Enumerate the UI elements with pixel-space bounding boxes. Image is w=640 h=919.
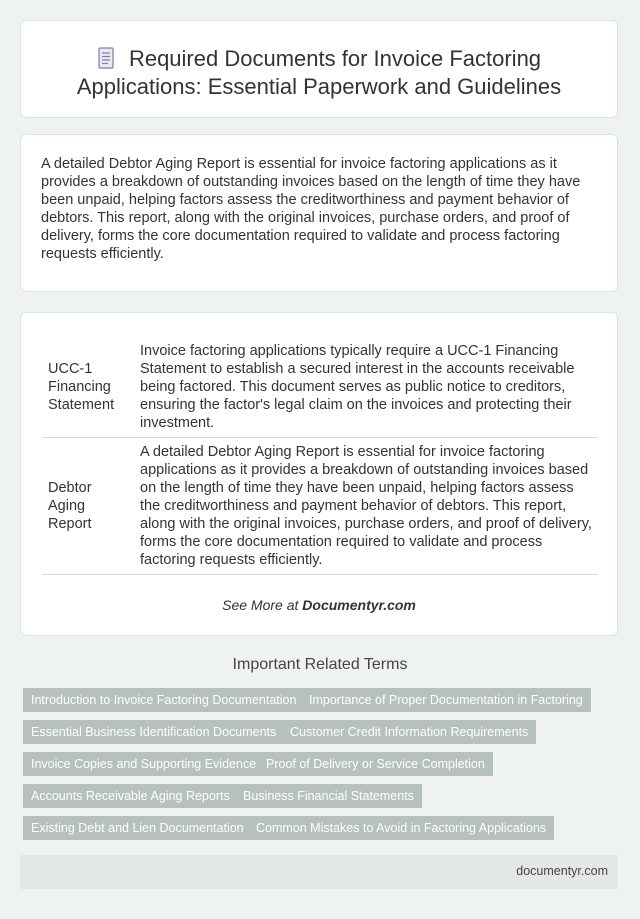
related-term-tag[interactable]: Invoice Copies and Supporting Evidence [23,752,264,776]
related-term-tag[interactable]: Proof of Delivery or Service Completion [258,752,493,776]
table-row [42,438,598,575]
see-more-link[interactable]: Documentyr.com [302,597,416,613]
description-cell: A detailed Debtor Aging Report is essential for invoice factoring applications as it provides a breakdown of outstanding invoices based on the length of time they have been unpaid, helping factors assess the creditworthiness and payment behavior of debtors. This report, along with the original invoices, purchase orders, and proof of delivery, forms the core documentation required to validate and process factoring requests efficiently. [134,438,598,575]
related-term-tag[interactable]: Importance of Proper Documentation in Factoring [301,688,591,712]
intro-card [20,134,618,292]
documents-table-card [20,312,618,636]
related-term-tag[interactable]: Introduction to Invoice Factoring Documentation [23,688,304,712]
see-more-line [21,597,617,613]
documents-table [42,337,598,575]
related-term-tag[interactable]: Existing Debt and Lien Documentation [23,816,252,840]
title-card [20,20,618,118]
related-term-tag[interactable]: Customer Credit Information Requirements [282,720,536,744]
footer-site-link[interactable]: documentyr.com [516,864,608,878]
description-cell: Invoice factoring applications typically require a UCC-1 Financing Statement to establish a secured interest in the accounts receivable being factored. This document serves as public notice to creditors, ensuring the factor's legal claim on the invoices and protecting their investment. [134,337,598,438]
term-cell: UCC-1 Financing Statement [42,337,134,438]
related-term-tag[interactable]: Business Financial Statements [235,784,422,808]
see-more-prefix: See More at [222,597,303,613]
page-title-text: Required Documents for Invoice Factoring Applications: Essential Paperwork and Guidelines [76,46,562,99]
document-icon [97,47,115,69]
page-title [21,21,617,101]
intro-paragraph: A detailed Debtor Aging Report is essential for invoice factoring applications as it provides a breakdown of outstanding invoices based on the length of time they have been unpaid, helping factors assess the creditworthiness and payment behavior of debtors. This report, along with the original invoices, purchase orders, and proof of delivery, forms the core documentation required to validate and process factoring requests efficiently. [41,156,581,262]
related-term-tag[interactable]: Accounts Receivable Aging Reports [23,784,238,808]
term-cell: Debtor Aging Report [42,438,134,575]
related-term-tag[interactable]: Essential Business Identification Documents [23,720,284,744]
footer [20,855,618,889]
table-row [42,337,598,438]
related-term-tag[interactable]: Common Mistakes to Avoid in Factoring Applications [248,816,554,840]
related-terms-heading: Important Related Terms [232,656,408,673]
